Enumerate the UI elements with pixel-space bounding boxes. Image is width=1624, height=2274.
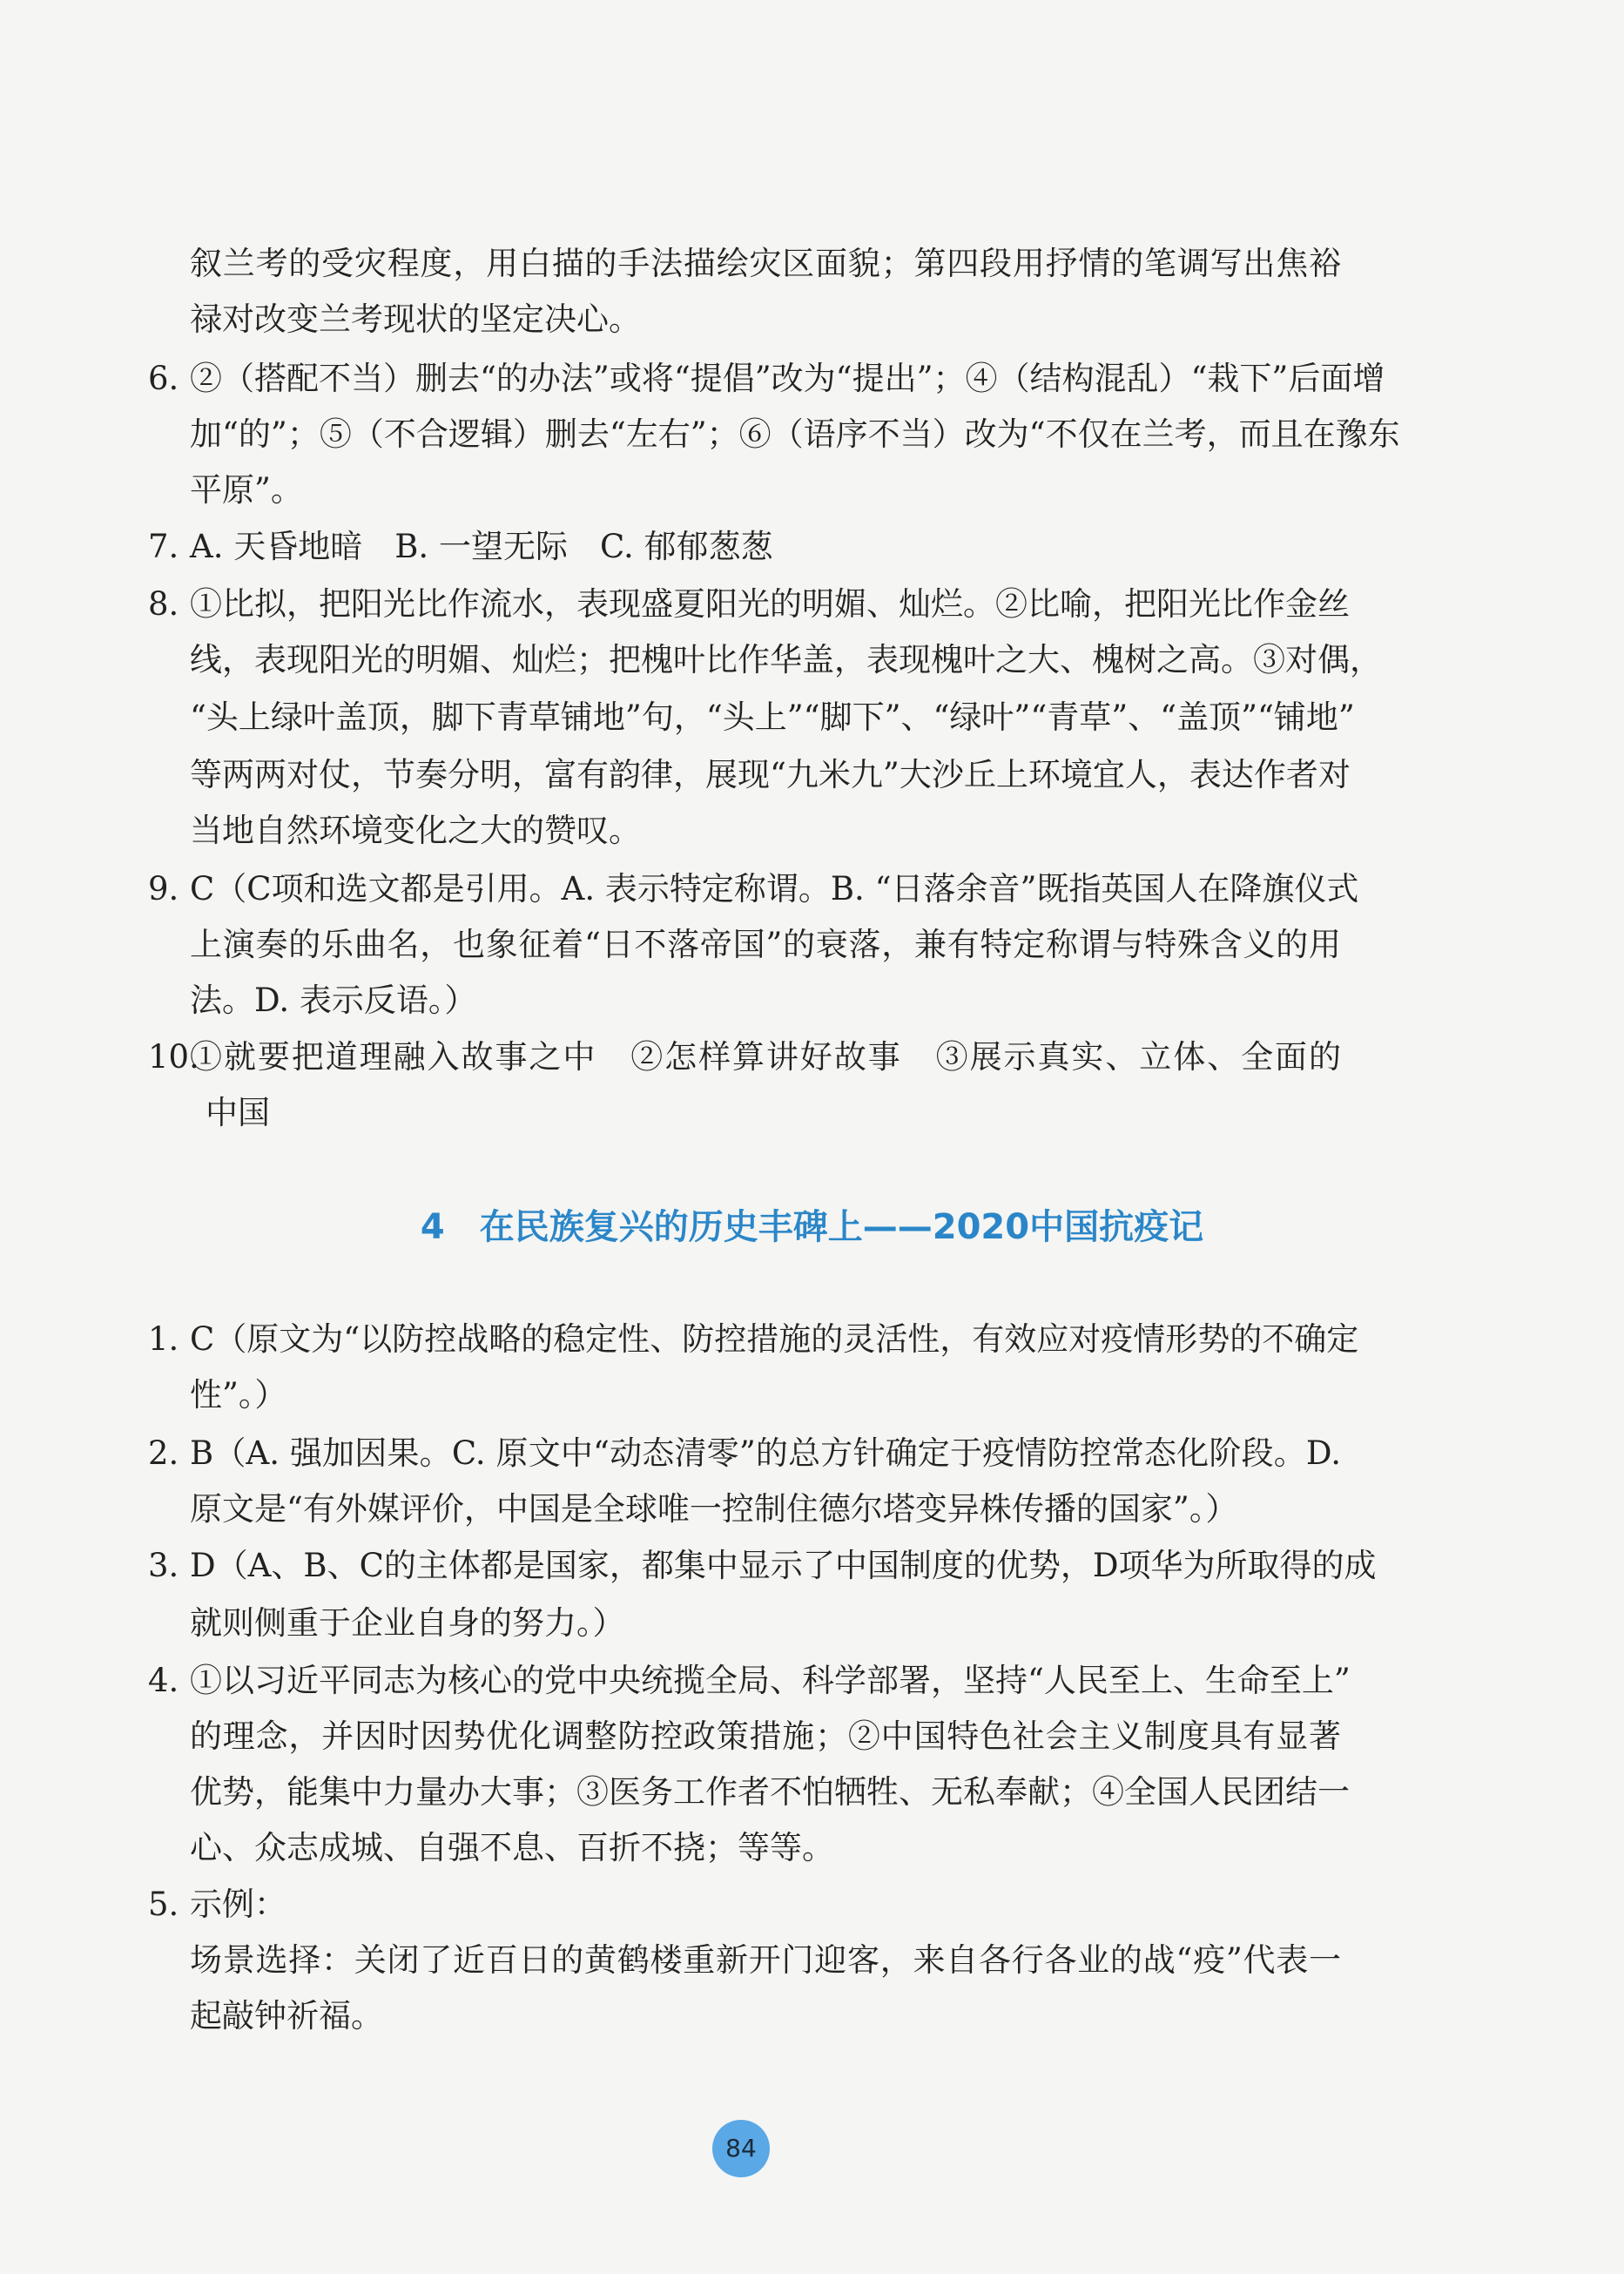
page-number: 84 — [712, 2120, 770, 2177]
item-number: 5. — [148, 1886, 179, 1923]
text-line: C（C项和选文都是引用。A. 表示特定称谓。B. “日落余音”既指英国人在降旗仪式 — [190, 870, 1359, 908]
text-line: 起敲钟祈福。 — [190, 1997, 383, 2034]
item-number: 7. — [148, 528, 179, 565]
text-line: ①比拟，把阳光比作流水，表现盛夏阳光的明媚、灿烂。②比喻，把阳光比作金丝 — [190, 585, 1350, 623]
text-line: 上演奏的乐曲名，也象征着“日不落帝国”的衰落，兼有特定称谓与特殊含义的用 — [190, 926, 1341, 963]
text-line: 的理念，并因时因势优化调整防控政策措施；②中国特色社会主义制度具有显著 — [190, 1717, 1341, 1755]
item-number: 8. — [148, 585, 179, 623]
item-number: 10. — [148, 1038, 199, 1076]
text-line: 就则侧重于企业自身的努力。） — [190, 1604, 625, 1642]
text-line: 性”。） — [190, 1376, 287, 1414]
item-number: 2. — [148, 1434, 179, 1472]
text-line: ①就要把道理融入故事之中 ②怎样算讲好故事 ③展示真实、立体、全面的 — [190, 1038, 1341, 1076]
text-line: 示例： — [190, 1886, 286, 1923]
text-line: 当地自然环境变化之大的赞叹。 — [190, 812, 641, 849]
text-line: C（原文为“以防控战略的稳定性、防控措施的灵活性，有效应对疫情形势的不确定 — [190, 1320, 1359, 1358]
text-line: 优势，能集中力量办大事；③医务工作者不怕牺牲、无私奉献；④全国人民团结一 — [190, 1773, 1350, 1811]
section-title-text: 在民族复兴的历史丰碑上——2020中国抗疫记 — [479, 1207, 1204, 1247]
text-line: B（A. 强加因果。C. 原文中“动态清零”的总方针确定于疫情防控常态化阶段。D. — [190, 1434, 1341, 1472]
text-line: 原文是“有外媒评价，中国是全球唯一控制住德尔塔变异株传播的国家”。） — [190, 1490, 1238, 1528]
text-line: 等两两对仗，节奏分明，富有韵律，展现“九米九”大沙丘上环境宜人，表达作者对 — [190, 756, 1351, 793]
item-number: 1. — [148, 1320, 179, 1358]
section-title — [0, 1203, 1624, 1252]
text-line: 心、众志成城、自强不息、百折不挠；等等。 — [190, 1829, 834, 1866]
text-line: ①以习近平同志为核心的党中央统揽全局、科学部署，坚持“人民至上、生命至上” — [190, 1662, 1351, 1699]
item-number: 6. — [148, 360, 179, 397]
text-line: D（A、B、C的主体都是国家，都集中显示了中国制度的优势，D项华为所取得的成 — [190, 1547, 1377, 1584]
item-number: 9. — [148, 870, 179, 908]
text-line: ②（搭配不当）删去“的办法”或将“提倡”改为“提出”；④（结构混乱）“栽下”后面增 — [190, 360, 1385, 397]
text-line: 法。D. 表示反语。） — [190, 982, 477, 1019]
text-line: 平原”。 — [190, 471, 303, 509]
text-line: “头上绿叶盖顶，脚下青草铺地”句，“头上”“脚下”、“绿叶”“青草”、“盖顶”“铺地” — [190, 698, 1355, 736]
text-line: 中国 — [206, 1094, 270, 1131]
item-number: 3. — [148, 1547, 179, 1584]
section-number: 4 — [420, 1207, 445, 1247]
text-line: 场景选择：关闭了近百日的黄鹤楼重新开门迎客，来自各行各业的战“疫”代表一 — [190, 1941, 1341, 1979]
item-number: 4. — [148, 1662, 179, 1699]
text-line: A. 天昏地暗 B. 一望无际 C. 郁郁葱葱 — [190, 528, 773, 565]
text-line: 加“的”；⑤（不合逻辑）删去“左右”；⑥（语序不当）改为“不仅在兰考，而且在豫东 — [190, 415, 1400, 453]
text-line: 线，表现阳光的明媚、灿烂；把槐叶比作华盖，表现槐叶之大、槐树之高。③对偶， — [190, 641, 1382, 678]
text-line: 叙兰考的受灾程度，用白描的手法描绘灾区面貌；第四段用抒情的笔调写出焦裕 — [190, 245, 1341, 282]
text-line: 禄对改变兰考现状的坚定决心。 — [190, 300, 641, 338]
